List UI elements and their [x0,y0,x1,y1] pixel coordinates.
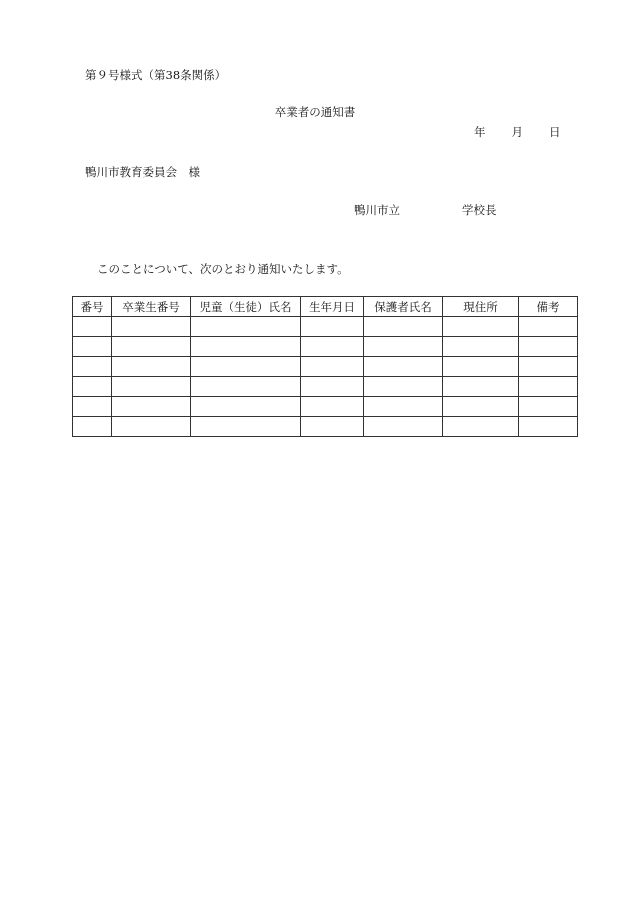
date-year: 年 [474,125,486,139]
table-cell [191,417,301,437]
table-cell [112,397,191,417]
header-graduate-number: 卒業生番号 [112,297,191,317]
table-cell [364,317,443,337]
table-cell [73,337,112,357]
table-cell [519,377,578,397]
date-line [474,124,561,140]
addressee: 鴨川市教育委員会 様 [85,165,200,179]
table-cell [112,417,191,437]
table-row [73,337,578,357]
table-cell [112,317,191,337]
document-title: 卒業者の通知書 [274,105,356,119]
table-cell [364,357,443,377]
table-row [73,357,578,377]
table-cell [191,337,301,357]
table-row [73,377,578,397]
table-cell [364,397,443,417]
table-cell [73,397,112,417]
table-cell [301,417,364,437]
table-row [73,417,578,437]
table-cell [73,417,112,437]
table-header-row [73,297,578,317]
table-cell [112,377,191,397]
table-cell [73,377,112,397]
table-cell [301,317,364,337]
table-cell [519,317,578,337]
table-cell [519,417,578,437]
table-cell [519,397,578,417]
table-cell [364,337,443,357]
table-cell [191,317,301,337]
table-cell [443,397,519,417]
table-cell [73,317,112,337]
header-address: 現住所 [443,297,519,317]
table-cell [73,357,112,377]
school-prefix: 鴨川市立 [354,203,400,217]
table-cell [443,357,519,377]
header-birth-date: 生年月日 [301,297,364,317]
table-cell [519,337,578,357]
date-month: 月 [511,125,523,139]
table-cell [112,357,191,377]
form-number: 第９号様式（第38条関係） [85,68,227,82]
table-cell [443,377,519,397]
sender [354,202,497,218]
header-remarks: 備考 [519,297,578,317]
header-number: 番号 [73,297,112,317]
table-cell [443,337,519,357]
intro-text: このことについて、次のとおり通知いたします。 [97,262,349,276]
table-cell [191,397,301,417]
header-guardian-name: 保護者氏名 [364,297,443,317]
table-row [73,397,578,417]
table-row [73,317,578,337]
date-day: 日 [549,125,561,139]
table-cell [443,317,519,337]
header-student-name: 児童（生徒）氏名 [191,297,301,317]
table-cell [364,377,443,397]
table-cell [301,357,364,377]
table-cell [191,377,301,397]
table-cell [519,357,578,377]
table-cell [364,417,443,437]
table-cell [112,337,191,357]
graduate-table [72,296,578,437]
table-cell [191,357,301,377]
table-cell [301,337,364,357]
table-cell [301,377,364,397]
table-cell [301,397,364,417]
principal-title: 学校長 [462,203,497,217]
table-cell [443,417,519,437]
